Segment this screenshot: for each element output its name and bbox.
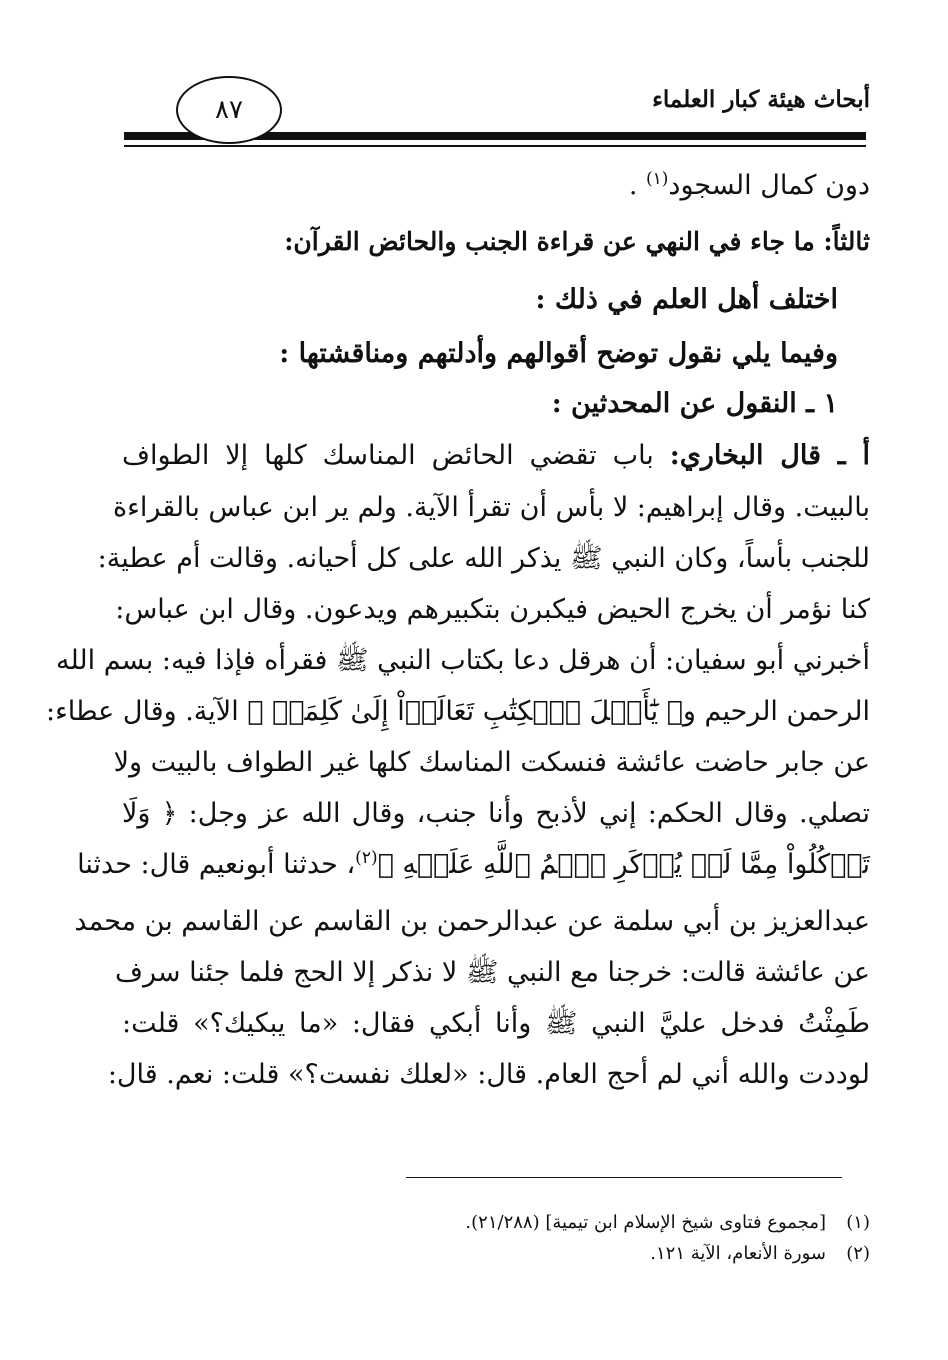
- body-line-10: أخبرني أبو سفيان: أن هرقل دعا بكتاب النبي ﷺ فقرأه فإذا فيه: بسم الله: [55, 645, 870, 676]
- body-line-18: لوددت والله أني لم أحج العام. قال: «لعلك نفست؟» قلت: نعم. قال:: [107, 1059, 870, 1090]
- body-line-12: عن جابر حاضت عائشة فنسكت المناسك كلها غير الطواف بالبيت ولا: [113, 747, 870, 778]
- body-line-4: وفيما يلي نقول توضح أقوالهم وأدلتهم ومناقشتها :: [279, 338, 838, 369]
- footnote-1-text: [مجموع فتاوى شيخ الإسلام ابن تيمية] (٢١/٢٨٨).: [465, 1212, 826, 1233]
- running-header-title: أبحاث هيئة كبار العلماء: [652, 86, 870, 113]
- body-line-17: طَمِثْتُ فدخل عليَّ النبي ﷺ وأنا أبكي فقال: «ما يبكيك؟» قلت:: [122, 1008, 870, 1039]
- quran-verse: تَأۡكُلُواْ مِمَّا لَمۡ يُذۡكَرِ ٱسۡمُ ٱللَّهِ عَلَيۡهِ ﴾: [377, 849, 870, 880]
- body-line-3: اختلف أهل العلم في ذلك :: [535, 284, 838, 315]
- body-line-9: كنا نؤمر أن يخرج الحيض فيكبرن بتكبيرهم ويدعون. وقال ابن عباس:: [115, 594, 870, 625]
- body-line-6-rest: باب تقضي الحائض المناسك كلها إلا الطواف: [122, 440, 670, 471]
- footnote-1: [465, 1212, 870, 1233]
- body-line-13: تصلي. وقال الحكم: إني لأذبح وأنا جنب، وقال الله عز وجل: ﴿ وَلَا: [122, 798, 870, 829]
- body-line-16: عن عائشة قالت: خرجنا مع النبي ﷺ لا نذكر إلا الحج فلما جئنا سرف: [115, 957, 870, 988]
- body-line-1-end: .: [628, 170, 646, 201]
- body-line-14-rest: ، حدثنا أبونعيم قال: حدثنا: [77, 849, 356, 880]
- body-line-1-text: دون كمال السجود: [668, 170, 870, 201]
- footnote-ref-1[interactable]: (١): [646, 169, 669, 189]
- section-heading-third: ثالثاً: ما جاء في النهي عن قراءة الجنب والحائض القرآن:: [284, 227, 870, 256]
- body-line-14: [77, 845, 870, 885]
- footnote-separator: [406, 1177, 842, 1178]
- subheading-hadith-scholars: ١ ـ النقول عن المحدثين :: [551, 388, 838, 419]
- footnote-ref-2[interactable]: (٢): [355, 848, 378, 868]
- body-line-8: للجنب بأساً، وكان النبي ﷺ يذكر الله على كل أحيانه. وقالت أم عطية:: [97, 543, 870, 574]
- footnote-2: [650, 1243, 870, 1264]
- bukhari-label: أ ـ قال البخاري:: [669, 440, 870, 471]
- page-number-oval: [176, 76, 282, 144]
- body-line-7: بالبيت. وقال إبراهيم: لا بأس أن تقرأ الآية. ولم ير ابن عباس بالقراءة: [112, 492, 870, 523]
- footnote-1-number: (١): [846, 1212, 870, 1233]
- body-line-15: عبدالعزيز بن أبي سلمة عن عبدالرحمن بن القاسم عن القاسم بن محمد: [74, 906, 870, 937]
- body-line-1: [629, 166, 870, 206]
- body-line-11: الرحمن الرحيم و﴿ يَٰٓأَهۡلَ ٱلۡكِتَٰبِ تَعَالَوۡاْ إِلَىٰ كَلِمَةٖ ﴾ الآية. وقال عطاء:: [45, 696, 870, 727]
- page-number: ٨٧: [215, 95, 243, 125]
- body-line-6: [122, 436, 870, 476]
- footnote-2-text: سورة الأنعام، الآية ١٢١.: [650, 1243, 826, 1264]
- footnote-2-number: (٢): [846, 1243, 870, 1264]
- header-rule-thin: [124, 145, 866, 147]
